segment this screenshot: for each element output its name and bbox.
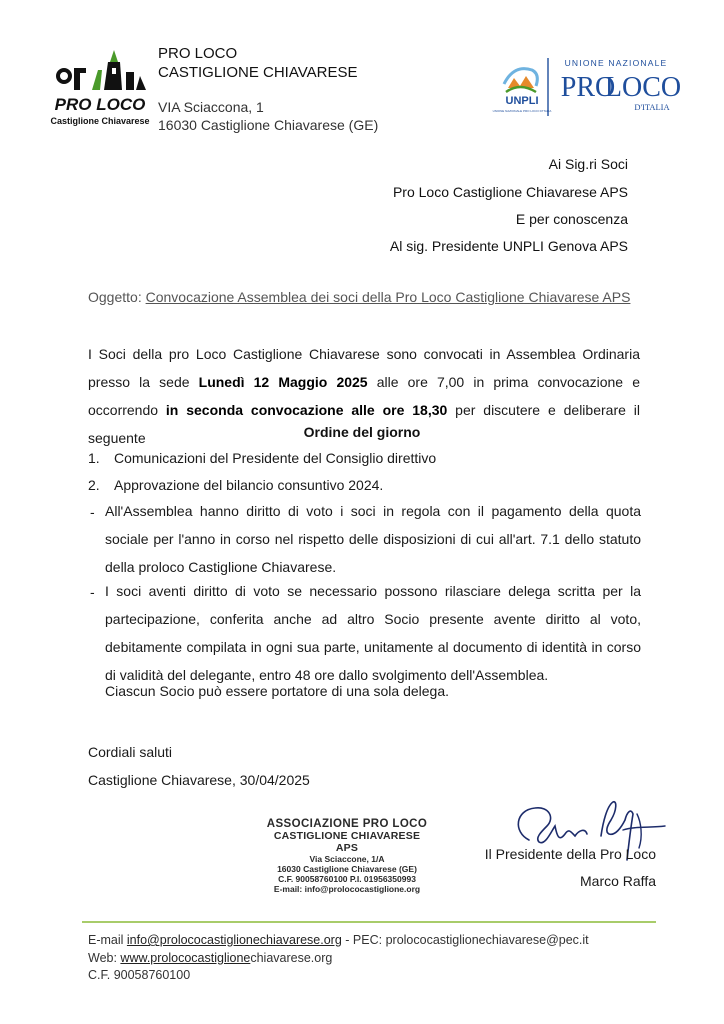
subject-text: Convocazione Assemblea dei soci della Pro Loco Castiglione Chiavarese APS — [145, 289, 631, 305]
org-name-line2: CASTIGLIONE CHIAVARESE — [158, 64, 358, 81]
pec-label: - PEC: — [341, 933, 386, 947]
recipient-line: Ai Sig.ri Soci — [548, 156, 628, 172]
proxy-note: I soci aventi diritto di voto se necessario possono rilasciare delega scritta per la partecipazione, conferita anche ad altro Socio presente avente diritto al voto, debitamente compilata in ogni sua parte, unitamente al documento di identità in corso di validità del delegante, entro 48 ore dallo svolgimento dell'Assemblea. — [105, 583, 641, 683]
svg-text:PRO LOCO: PRO LOCO — [54, 95, 146, 114]
place-date: Castiglione Chiavarese, 30/04/2025 — [88, 772, 310, 788]
footer-contact-line — [88, 933, 589, 947]
agenda-title: Ordine del giorno — [303, 424, 421, 440]
second-call-time: in seconda convocazione alle ore 18,30 — [165, 402, 448, 418]
svg-text:UNPLI: UNPLI — [505, 95, 539, 107]
pro-loco-castiglione-logo — [50, 42, 150, 134]
unpli-pro-loco-italia-logo — [492, 52, 682, 122]
svg-text:UNIONE NAZIONALE PRO LOCO D'IT: UNIONE NAZIONALE PRO LOCO D'ITALIA — [492, 109, 552, 113]
email-link[interactable]: info@prolococastiglionechiavarese.org — [126, 933, 342, 947]
address-line2: 16030 Castiglione Chiavarese (GE) — [158, 117, 379, 133]
agenda-item-text: Comunicazioni del Presidente del Consiglio direttivo — [114, 450, 437, 466]
footer-web-line — [88, 951, 332, 965]
svg-text:Castiglione Chiavarese: Castiglione Chiavarese — [50, 116, 150, 126]
stamp-line: C.F. 90058760100 P.I. 01956350993 — [278, 874, 416, 884]
agenda-item-text: Approvazione del bilancio consuntivo 2024. — [114, 477, 384, 493]
pec-address: prolococastiglionechiavarese@pec.it — [385, 933, 589, 947]
intro-part2: alle ore 7,00 in prima convocazione e occorrendo — [88, 374, 640, 418]
website-link[interactable]: www.prolococastiglione — [120, 951, 251, 965]
website-rest: chiavarese.org — [250, 951, 333, 965]
organization-name — [158, 44, 358, 82]
closing-block — [88, 738, 310, 794]
stamp-line: 16030 Castiglione Chiavarese (GE) — [277, 864, 417, 874]
organization-address — [158, 98, 378, 134]
stamp-line: ASSOCIAZIONE PRO LOCO — [266, 818, 428, 830]
svg-text:LOCO: LOCO — [604, 72, 682, 103]
recipient-line: E per conoscenza — [515, 211, 628, 227]
footer-tax-code: C.F. 90058760100 — [88, 968, 191, 982]
email-label: E-mail — [88, 933, 127, 947]
greeting: Cordiali saluti — [88, 744, 173, 760]
svg-text:PRO: PRO — [560, 72, 616, 103]
recipient-line: Al sig. Presidente UNPLI Genova APS — [389, 238, 628, 254]
subject-label: Oggetto: — [88, 289, 146, 305]
svg-text:UNIONE NAZIONALE: UNIONE NAZIONALE — [564, 58, 668, 68]
signatory-role: Il Presidente della Pro Loco — [484, 846, 656, 862]
association-stamp — [262, 818, 432, 894]
bullet-dash: - — [90, 584, 95, 600]
subject-line — [88, 289, 630, 305]
agenda-item-number: 1. — [88, 450, 100, 466]
address-line1: VIA Sciaccona, 1 — [158, 99, 264, 115]
stamp-line: CASTIGLIONE CHIAVARESE APS — [273, 830, 421, 854]
agenda-item-number: 2. — [88, 477, 100, 493]
stamp-line: E-mail: info@prolococastiglione.org — [273, 884, 421, 894]
recipient-line: Pro Loco Castiglione Chiavarese APS — [392, 184, 628, 200]
intro-part3: per discutere e deliberare il seguente — [88, 402, 640, 446]
org-name-line1: PRO LOCO — [158, 45, 238, 62]
bullet-dash: - — [90, 504, 95, 520]
web-label: Web: — [88, 951, 121, 965]
stamp-line: Via Sciaccone, 1/A — [309, 854, 385, 864]
svg-text:D'ITALIA: D'ITALIA — [634, 102, 670, 112]
signatory-name: Marco Raffa — [580, 873, 656, 889]
delegation-note: Ciascun Socio può essere portatore di una sola delega. — [105, 683, 449, 699]
voting-rights-note: All'Assemblea hanno diritto di voto i soci in regola con il pagamento della quota sociale per l'anno in corso nel rispetto delle disposizioni di cui all'art. 7.1 dello statuto della proloco Castiglione Chiavarese. — [105, 503, 641, 575]
footer-divider — [82, 921, 656, 923]
intro-part1: I Soci della pro Loco Castiglione Chiavarese sono convocati in Assemblea Ordinaria presso la sede — [88, 346, 640, 390]
meeting-date: Lunedì 12 Maggio 2025 — [198, 374, 368, 390]
